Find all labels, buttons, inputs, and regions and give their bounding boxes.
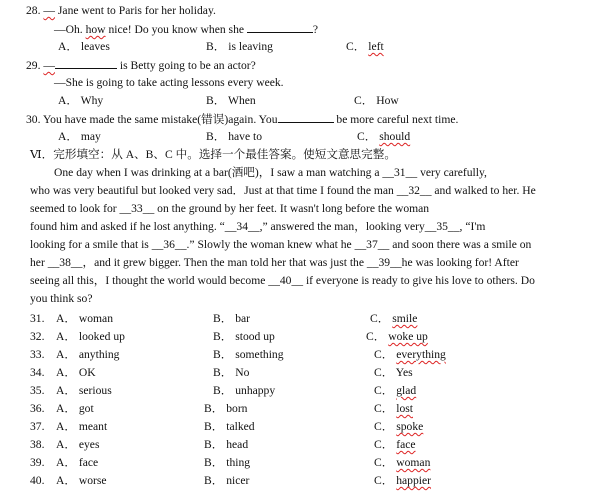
option-a: A． worse (56, 474, 107, 487)
option-b: B． born (204, 402, 248, 415)
q28-dash: — (43, 4, 55, 17)
option-a: A． anything (56, 348, 120, 361)
option-b: B． stood up (213, 330, 275, 343)
option-a: A． woman (56, 312, 113, 325)
q28-option-b: B． is leaving (206, 40, 273, 53)
q29-option-b: B． When (206, 94, 256, 107)
q29-option-a: A． Why (58, 94, 104, 107)
option-c-label: C． (374, 474, 394, 487)
q30-option-c-text: should (379, 130, 411, 143)
q28-reply-start: —Oh. (54, 23, 83, 36)
option-c-label: C． (374, 438, 394, 451)
option-b: B． nicer (204, 474, 250, 487)
option-c-label: C． (374, 420, 394, 433)
q29-line1 (26, 58, 256, 73)
q28-reply-marked: how (85, 23, 106, 36)
option-a: A． meant (56, 420, 108, 433)
option-a: A． serious (56, 384, 112, 397)
q29-dash: — (43, 59, 55, 72)
option-b: B． head (204, 438, 249, 451)
passage-line-4: found him and asked if he lost anything. “__34__,” answered the man，looking very__35__, “I'm (30, 220, 486, 233)
option-number: 39. (30, 456, 45, 469)
option-b: B． bar (213, 312, 251, 325)
q28-option-c-text: left (368, 40, 384, 53)
option-c (374, 348, 446, 362)
q30-option-c (357, 130, 410, 144)
option-a: A． looked up (56, 330, 125, 343)
option-number: 33. (30, 348, 45, 361)
q28-option-c (346, 40, 384, 54)
option-c-text: smile (392, 312, 418, 325)
q30-stem-start: You have made the same mistake(错误)again. You (42, 113, 278, 126)
q29-line2: —She is going to take acting lessons every week. (54, 76, 284, 89)
option-c-text: glad (396, 384, 417, 397)
option-c-label: C． (370, 312, 390, 325)
option-c (370, 312, 417, 326)
option-b: B． thing (204, 456, 251, 469)
passage-line-3: seemed to look for __33__ on the ground by her feet. It wasn't long before the woman (30, 202, 430, 215)
option-number: 37. (30, 420, 45, 433)
option-c (366, 330, 428, 344)
option-a: A． eyes (56, 438, 100, 451)
option-number: 34. (30, 366, 45, 379)
passage-line-8: you think so? (30, 292, 93, 305)
q30-option-c-label: C． (357, 130, 377, 143)
option-c (374, 420, 423, 434)
q29-stem: is Betty going to be an actor? (119, 59, 256, 72)
passage-line-1: One day when I was drinking at a bar(酒吧)，I saw a man watching a __31__ very carefully, (54, 166, 487, 179)
option-c (374, 474, 431, 488)
q30-line1 (26, 112, 458, 127)
option-c (374, 438, 416, 452)
option-c-label: C． (374, 366, 394, 379)
option-number: 32. (30, 330, 45, 343)
q28-option-a: A． leaves (58, 40, 110, 53)
q30-option-b: B． have to (206, 130, 263, 143)
section-heading: Ⅵ．完形填空：从 A、B、C 中。选择一个最佳答案。使短文意思完整。 (30, 148, 396, 161)
option-c-text: spoke (396, 420, 424, 433)
passage-line-7: seeing all this，I thought the world would become __40__ if everyone is ready to give his love to others. Do (30, 274, 535, 287)
q30-number: 30. (26, 113, 41, 126)
q28-reply-rest: nice! Do you know when she (108, 23, 245, 36)
option-c-text: lost (396, 402, 413, 415)
option-c-text: happier (396, 474, 431, 487)
option-c (374, 384, 416, 398)
q30-stem-end: be more careful next time. (336, 113, 459, 126)
q28-line1 (26, 4, 216, 18)
option-c-label: C． (374, 456, 394, 469)
option-c-label: C． (366, 330, 386, 343)
option-a: A． OK (56, 366, 96, 379)
option-b: B． No (213, 366, 250, 379)
q30-option-a: A． may (58, 130, 101, 143)
option-c-label: C． (374, 402, 394, 415)
option-a: A． got (56, 402, 94, 415)
option-c-text: everything (396, 348, 446, 361)
q28-option-c-label: C． (346, 40, 366, 53)
option-c-label: C． (374, 384, 394, 397)
q28-blank (247, 22, 313, 33)
option-c-label: C． (374, 348, 394, 361)
option-number: 35. (30, 384, 45, 397)
option-c (374, 402, 413, 416)
option-b: B． something (213, 348, 284, 361)
q30-blank (278, 112, 334, 123)
q29-blank (55, 58, 117, 69)
q28-stem: Jane went to Paris for her holiday. (57, 4, 216, 17)
option-number: 31. (30, 312, 45, 325)
q28-number: 28. (26, 4, 41, 17)
passage-line-6: her __38__，and it grew bigger. Then the man told her that was just the __39__he was looking for! After (30, 256, 519, 269)
option-c-text: Yes (395, 366, 413, 379)
q29-option-c: C． How (354, 94, 399, 107)
option-b: B． talked (204, 420, 255, 433)
option-c-text: face (396, 438, 416, 451)
option-number: 38. (30, 438, 45, 451)
option-number: 36. (30, 402, 45, 415)
option-a: A． face (56, 456, 99, 469)
passage-line-5: looking for a smile that is __36__.” Slowly the woman knew what he __37__ and soon there was a smile on (30, 238, 532, 251)
passage-line-2: who was very beautiful but looked very sad．Just at that time I found the man __32__ and walked to her. He (30, 184, 536, 197)
option-c (374, 366, 413, 380)
q28-reply-end: ? (312, 23, 319, 36)
option-c-text: woman (396, 456, 431, 469)
q28-line2 (54, 22, 318, 37)
option-number: 40. (30, 474, 45, 487)
option-c (374, 456, 430, 470)
option-b: B． unhappy (213, 384, 276, 397)
q29-number: 29. (26, 59, 41, 72)
option-c-text: woke up (388, 330, 428, 343)
